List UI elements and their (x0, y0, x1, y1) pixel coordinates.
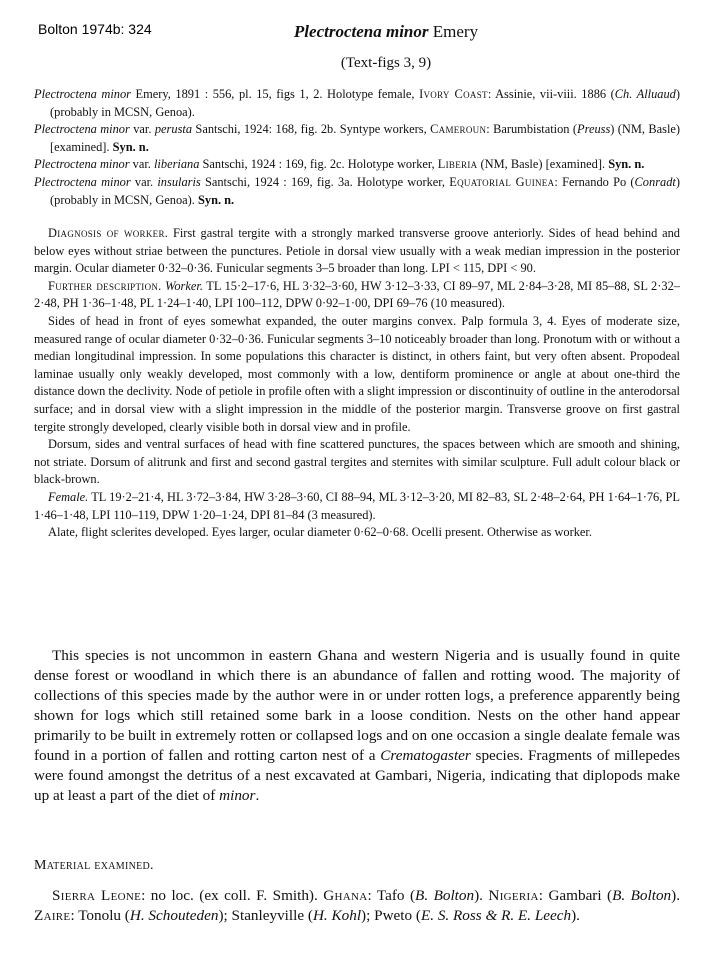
synonymy-text-run: Cameroun (430, 122, 487, 137)
material-text-run: : Tonolu ( (70, 907, 130, 924)
synonymy-text-run: ) (probably in MCSN, Genoa). (50, 87, 681, 119)
description-paragraph (34, 489, 680, 524)
description-text-run: TL 15·2–17·6, HL 3·32–3·60, HW 3·12–3·33, CI 89–97, ML 2·84–3·28, MI 85–88, SL 2·32–2·48, PH 1·36–1·48, PL 1·24–1·40, LPI 100–112, DPW 0·92–1·00, DPI 69–76 (10 measured). (34, 278, 680, 311)
synonymy-paragraph (34, 156, 680, 174)
material-text-run: Nigeria (488, 887, 539, 904)
synonymy-paragraph (34, 121, 680, 156)
material-text-run: E. S. Ross & R. E. Leech (420, 907, 572, 924)
synonymy-text-run: ) (probably in MCSN, Genoa). (50, 174, 680, 207)
description-text-run: Further description. (48, 278, 162, 293)
synonymy-text-run: Santschi, 1924 : 169, fig. 3a. Holotype worker, (200, 174, 450, 189)
description-paragraph (34, 436, 680, 489)
description-paragraph (34, 313, 680, 436)
material-section (34, 886, 680, 926)
description-text-run: Diagnosis of worker. (48, 226, 169, 240)
synonymy-text-run: Plectroctena minor (34, 157, 130, 172)
source-citation: Bolton 1974b: 324 (38, 21, 152, 37)
description-paragraph (34, 278, 680, 313)
species-title (0, 22, 712, 42)
biology-text-run: Crematogaster (380, 747, 471, 764)
biology-text-run: minor (219, 787, 256, 804)
synonymy-paragraph (34, 174, 680, 209)
material-text-run: ); Pweto ( (361, 907, 421, 924)
description-section (34, 225, 680, 542)
synonymy-text-run: Syn. n. (608, 157, 645, 172)
biology-section (34, 646, 680, 806)
description-text-run: Dorsum, sides and ventral surfaces of head with fine scattered punctures, the spaces between which are smooth and shining, not striate. Dorsum of alitrunk and first and second gastral tergites and sternites with similar sculpture. Full adult colour black or black-brown. (34, 437, 680, 487)
material-text-run: ); Stanleyville ( (218, 907, 313, 924)
material-text-run: : Gambari ( (538, 887, 613, 904)
synonymy-text-run: insularis (157, 174, 201, 189)
species-author: Emery (428, 22, 479, 41)
synonymy-text-run: Equatorial Guinea (449, 174, 555, 189)
synonymy-text-run: var. (130, 174, 158, 189)
material-text-run: : no loc. (ex coll. F. Smith). (141, 887, 324, 904)
species-name: Plectroctena minor (293, 22, 429, 41)
synonymy-text-run: Conradt (634, 174, 676, 189)
description-text-run: Sides of head in front of eyes somewhat expanded, the outer margins convex. Palp formula 3, 4. Eyes of moderate size, measured range of ocular diameter 0·32–0·36. Funicular segments 3–10 noticeably broader than long. Pronotum with or without a median longitudinal impression. In some populations this character is distinct, in others faint, but very often absent. Propodeal laminae usually only weakly developed, most commonly with a low, dentiform prominence or angle at about one-third the distance down the declivity. Node of petiole in profile often with a slight impression or discontinuity of outline in the anterodorsal surface; and in dorsal view with a slight impression in the middle of the posterior margin. Transverse groove on first gastral tergite strongly developed, clearly visible both in dorsal view and in profile. (34, 313, 680, 434)
synonymy-text-run: Plectroctena minor (34, 174, 131, 189)
synonymy-text-run: Plectroctena minor (34, 87, 131, 101)
description-text-run: TL 19·2–21·4, HL 3·72–3·84, HW 3·28–3·60, CI 88–94, ML 3·12–3·20, MI 82–83, SL 2·48–2·64, PH 1·64–1·76, PL 1·46–1·48, LPI 110–119, DPW 1·20–1·24, DPI 81–84 (3 measured). (34, 489, 680, 522)
material-text-run: B. Bolton (415, 887, 475, 904)
synonymy-text-run: Syn. n. (112, 139, 149, 154)
synonymy-text-run: Syn. n. (197, 192, 235, 207)
material-text-run: H. Kohl (312, 907, 362, 924)
material-text-run: Sierra Leone (52, 887, 142, 904)
synonymy-text-run: : Assinie, vii-viii. 1886 ( (487, 87, 615, 101)
synonymy-text-run: Santschi, 1924: 168, fig. 2b. Syntype workers, (192, 122, 431, 137)
synonymy-text-run: liberiana (153, 157, 200, 172)
material-text-run: Zaire (34, 907, 71, 924)
biology-text-run: species. Fragments of millepedes were found amongst the detritus of a nest excavated at Gambari, Nigeria, indicating that diplopods make up at least a part of the diet of (34, 747, 681, 804)
material-text-run: ). (671, 887, 681, 904)
synonymy-text-run: Liberia (437, 157, 478, 172)
figure-reference: (Text-figs 3, 9) (340, 55, 432, 71)
material-text-run: : Tafo ( (367, 887, 416, 904)
synonymy-section (34, 86, 680, 209)
synonymy-text-run: Emery, 1891 : 556, pl. 15, figs 1, 2. Holotype female, (131, 87, 420, 101)
synonymy-text-run: Santschi, 1924 : 169, fig. 2c. Holotype worker, (199, 157, 438, 172)
material-heading: Material examined. (34, 858, 154, 873)
description-text-run: Worker. (165, 278, 203, 293)
synonymy-text-run: : Fernando Po ( (554, 174, 635, 189)
synonymy-text-run: (NM, Basle) [examined]. (477, 157, 609, 172)
description-paragraph (34, 225, 680, 278)
material-text-run: Ghana (323, 887, 368, 904)
description-text-run: Female. (48, 489, 89, 504)
synonymy-text-run: Ivory Coast (419, 87, 488, 101)
material-text-run: ). (474, 887, 489, 904)
description-text-run: Alate, flight sclerites developed. Eyes larger, ocular diameter 0·62–0·68. Ocelli present. Otherwise as worker. (48, 525, 592, 540)
biology-text-run: . (255, 787, 260, 804)
material-text-run: H. Schouteden (129, 907, 219, 924)
material-text-run: ). (571, 907, 580, 924)
material-text-run: B. Bolton (612, 887, 672, 904)
description-paragraph (34, 524, 680, 542)
synonymy-text-run: Ch. Alluaud (614, 87, 676, 101)
synonymy-text-run: Preuss (577, 122, 611, 137)
synonymy-text-run: var. (129, 122, 155, 137)
synonymy-paragraph (34, 86, 680, 121)
material-paragraph (34, 886, 680, 926)
synonymy-text-run: : Barumbistation ( (486, 122, 578, 137)
description-text-run: First gastral tergite with a strongly marked transverse groove anteriorly. Sides of head behind and below eyes without striae between the punctures. Petiole in dorsal view usually with a weak median impression in the posterior margin. Ocular diameter 0·32–0·36. Funicular segments 3–5 broader than long. LPI < 115, DPI < 90. (34, 226, 680, 276)
synonymy-text-run: ) (NM, Basle) [examined]. (50, 122, 681, 154)
synonymy-text-run: Plectroctena minor (34, 122, 130, 137)
synonymy-text-run: var. (129, 157, 154, 172)
synonymy-text-run: perusta (154, 122, 193, 137)
biology-paragraph (34, 646, 680, 806)
biology-text-run: This species is not uncommon in eastern Ghana and western Nigeria and is usually found in quite dense forest or woodland in which there is an abundance of fallen and rotting wood. The majority of collections of this species made by the author were in or under rotten logs, a preference apparently being shown for logs which still retained some bark in a loose condition. Nests on the other hand appear primarily to be built in extremely rotten or collapsed logs and on one occasion a single dealate female was found in a portion of fallen and rotting carton nest of a (34, 647, 680, 764)
